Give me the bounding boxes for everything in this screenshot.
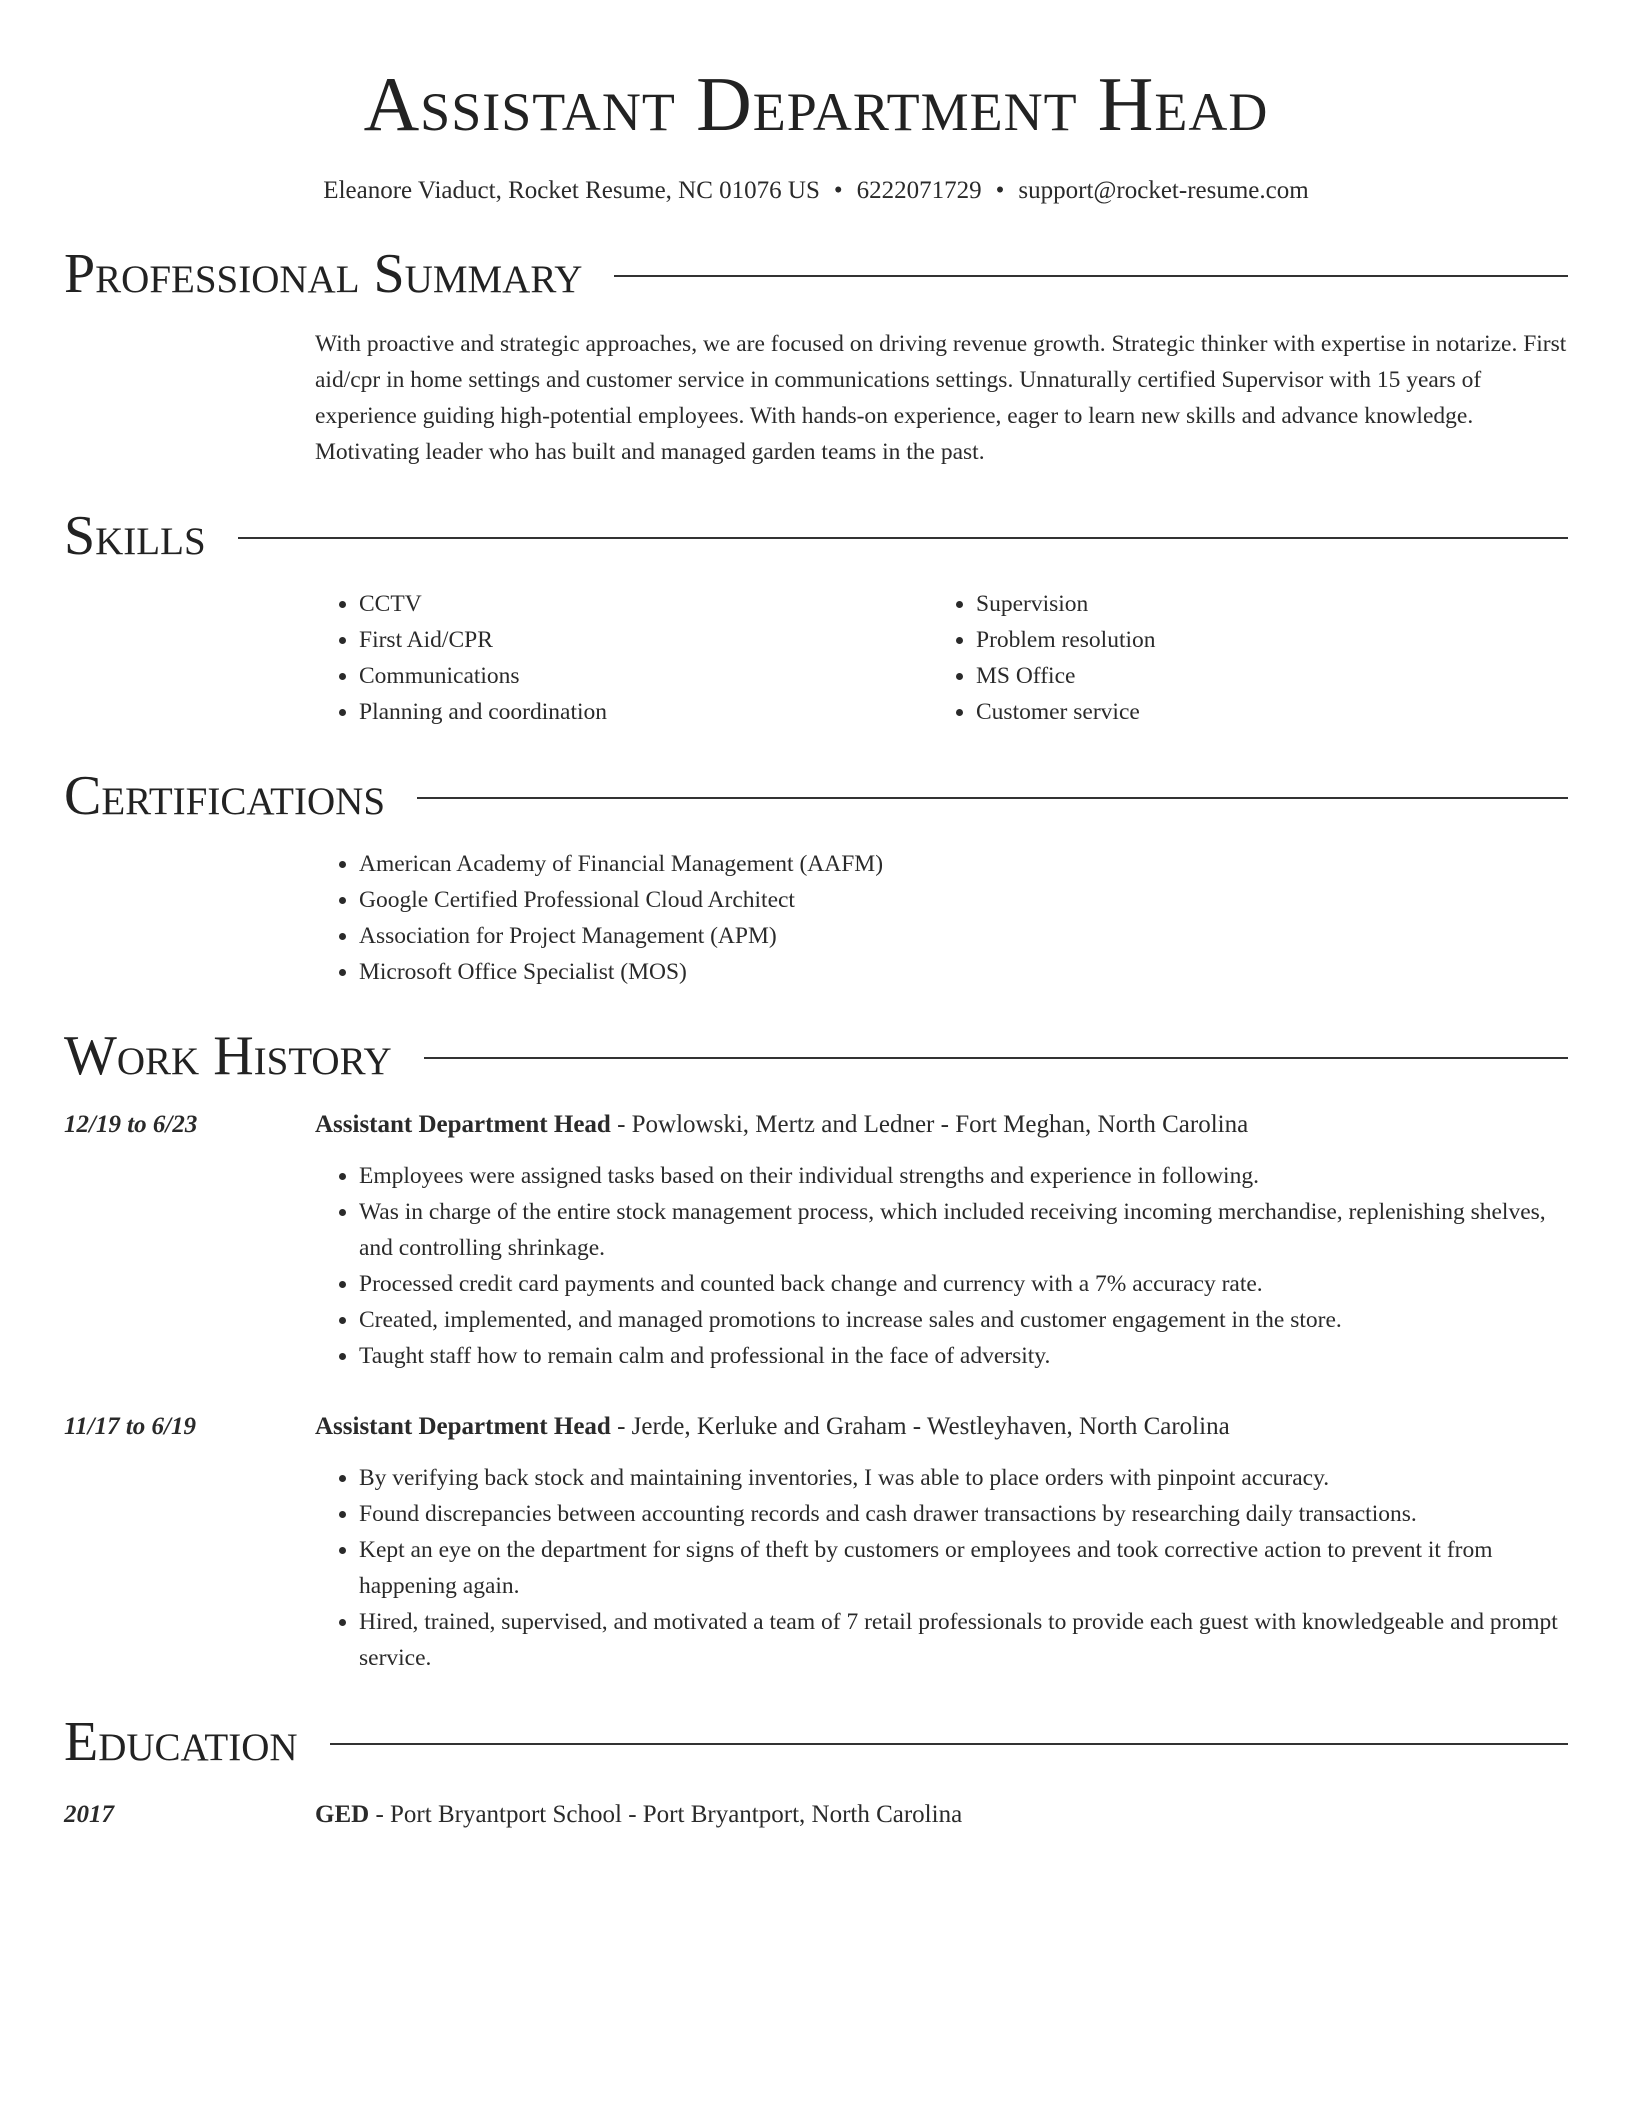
skill-item: • Problem resolution <box>976 622 1549 658</box>
skills-grid <box>315 586 1568 730</box>
job-details: - Jerde, Kerluke and Graham - Westleyhaven, North Carolina <box>610 1413 1230 1440</box>
certification-item: • Microsoft Office Specialist (MOS) <box>359 954 1568 990</box>
duty-item: • Was in charge of the entire stock management process, which included receiving incoming merchandise, replenishing shelves, and controlling shrinkage. <box>359 1194 1568 1266</box>
section-title-work-history: Work History <box>64 1025 392 1087</box>
job-entry <box>64 1408 1568 1676</box>
job-content <box>315 1106 1568 1374</box>
skills-list-right <box>932 586 1549 730</box>
education-content <box>315 1796 1568 1834</box>
section-header-skills <box>64 504 1568 568</box>
education-year: 2017 <box>64 1801 114 1828</box>
job-role: Assistant Department Head <box>315 1413 611 1440</box>
skill-item: • Communications <box>359 658 932 694</box>
section-divider <box>424 1057 1568 1059</box>
skills-column-right <box>932 586 1549 730</box>
section-divider <box>614 275 1568 277</box>
contact-email: support@rocket-resume.com <box>1018 177 1309 204</box>
duty-item: • Created, implemented, and managed promotions to increase sales and customer engagement in the store. <box>359 1302 1568 1338</box>
job-heading <box>315 1106 1568 1144</box>
education-heading <box>315 1796 1568 1834</box>
skills-column-left <box>315 586 932 730</box>
summary-text: With proactive and strategic approaches, we are focused on driving revenue growth. Strategic thinker with expertise in notarize. First aid/cpr in home settings and customer service in communications settings. Unnaturally certified Supervisor with 15 years of experience guiding high-potential employees. With hands-on experience, eager to learn new skills and advance knowledge. Motivating leader who has built and managed garden teams in the past. <box>315 331 1567 465</box>
contact-address: Eleanore Viaduct, Rocket Resume, NC 01076 US <box>323 177 820 204</box>
education-details: - Port Bryantport School - Port Bryantport, North Carolina <box>369 1801 963 1828</box>
skill-item: • Supervision <box>976 586 1549 622</box>
section-title-skills: Skills <box>64 505 206 567</box>
certifications-block <box>315 846 1568 990</box>
section-title-summary: Professional Summary <box>64 243 583 305</box>
duty-item: • Processed credit card payments and counted back change and currency with a 7% accuracy rate. <box>359 1266 1568 1302</box>
job-content <box>315 1408 1568 1676</box>
job-details: - Powlowski, Mertz and Ledner - Fort Meghan, North Carolina <box>610 1111 1249 1138</box>
section-header-summary <box>64 242 1568 306</box>
certification-item: • Google Certified Professional Cloud Architect <box>359 882 1568 918</box>
education-entry <box>64 1796 1568 1834</box>
section-header-work-history <box>64 1024 1568 1088</box>
section-divider <box>238 537 1568 539</box>
section-header-certifications <box>64 764 1568 828</box>
resume-title: Assistant Department Head <box>363 61 1269 147</box>
certification-item: • Association for Project Management (APM) <box>359 918 1568 954</box>
job-duties <box>315 1158 1568 1374</box>
duty-item: • Taught staff how to remain calm and professional in the face of adversity. <box>359 1338 1568 1374</box>
section-title-education: Education <box>64 1711 298 1773</box>
duty-item: • Employees were assigned tasks based on their individual strengths and experience in following. <box>359 1158 1568 1194</box>
certification-item: • American Academy of Financial Management (AAFM) <box>359 846 1568 882</box>
education-degree: GED <box>315 1801 370 1828</box>
contact-phone: 6222071729 <box>856 177 982 204</box>
section-header-education <box>64 1710 1568 1774</box>
job-dates: 12/19 to 6/23 <box>64 1111 198 1138</box>
skill-item: • First Aid/CPR <box>359 622 932 658</box>
contact-line <box>64 174 1568 208</box>
duty-item: • Found discrepancies between accounting records and cash drawer transactions by researching daily transactions. <box>359 1496 1568 1532</box>
section-divider <box>330 1743 1568 1745</box>
duty-item: • By verifying back stock and maintaining inventories, I was able to place orders with pinpoint accuracy. <box>359 1460 1568 1496</box>
skill-item: • CCTV <box>359 586 932 622</box>
section-title-certifications: Certifications <box>64 765 386 827</box>
job-entry <box>64 1106 1568 1374</box>
job-duties <box>315 1460 1568 1676</box>
section-divider <box>417 797 1568 799</box>
job-heading <box>315 1408 1568 1446</box>
skill-item: • Customer service <box>976 694 1549 730</box>
certifications-list <box>315 846 1568 990</box>
skill-item: • Planning and coordination <box>359 694 932 730</box>
job-dates: 11/17 to 6/19 <box>64 1413 196 1440</box>
duty-item: • Hired, trained, supervised, and motivated a team of 7 retail professionals to provide each guest with knowledgeable and prompt service. <box>359 1604 1568 1676</box>
skills-list-left <box>315 586 932 730</box>
contact-separator: • <box>995 177 1005 204</box>
skill-item: • MS Office <box>976 658 1549 694</box>
job-role: Assistant Department Head <box>315 1111 611 1138</box>
duty-item: • Kept an eye on the department for signs of theft by customers or employees and took corrective action to prevent it from happening again. <box>359 1532 1568 1604</box>
contact-separator: • <box>833 177 843 204</box>
